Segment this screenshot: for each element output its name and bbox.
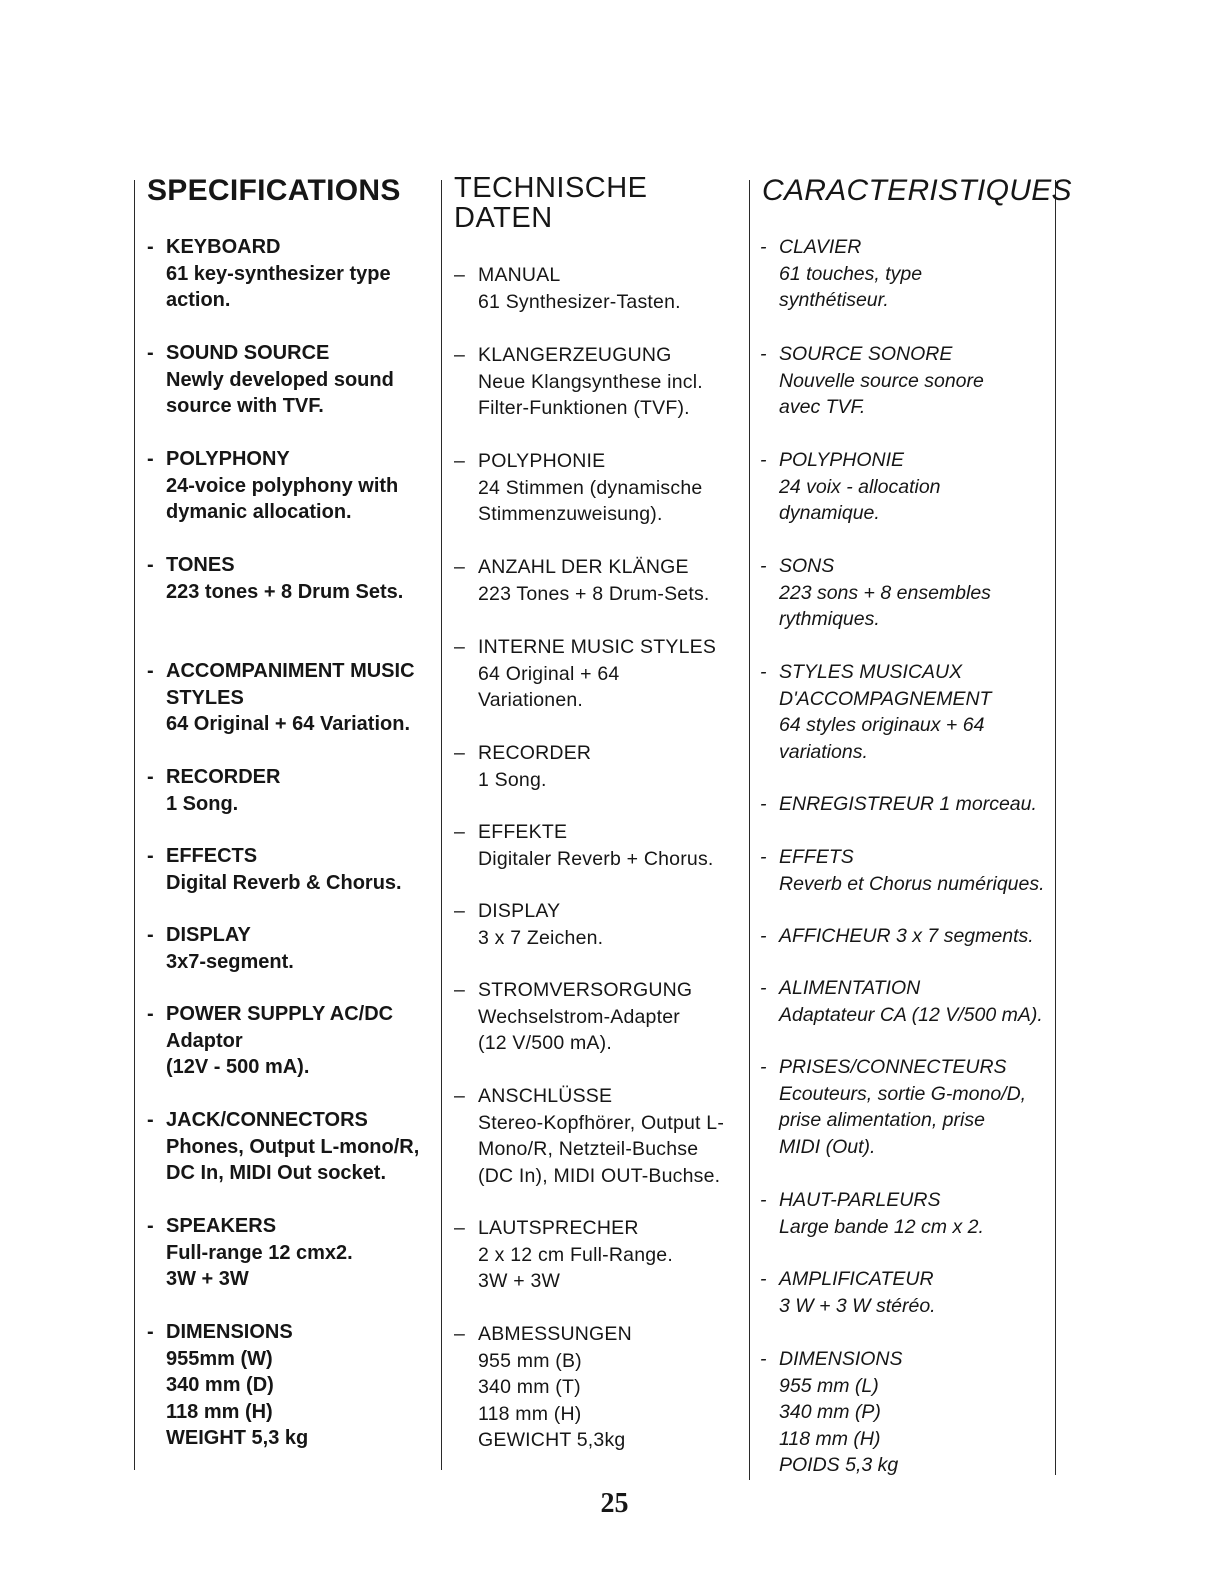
- spec-label: TONES: [166, 554, 235, 576]
- spec-item: [454, 554, 710, 607]
- spec-value: D'ACCOMPAGNEMENT: [779, 687, 992, 710]
- spec-item: [760, 791, 1037, 818]
- spec-item: [760, 844, 1045, 897]
- spec-item: [454, 1321, 632, 1454]
- spec-item: [147, 658, 415, 738]
- spec-label: AMPLIFICATEUR: [779, 1268, 934, 1290]
- spec-value: (12V - 500 mA).: [166, 1056, 310, 1078]
- bullet-dash: -: [760, 925, 767, 947]
- spec-item: [760, 1187, 984, 1240]
- spec-item: [147, 446, 398, 526]
- spec-item: [147, 234, 391, 314]
- spec-value: 1 Song.: [166, 792, 239, 815]
- spec-item: [454, 819, 714, 872]
- spec-item: [454, 342, 703, 422]
- spec-value: (DC In), MIDI OUT-Buchse.: [478, 1164, 721, 1187]
- spec-value: 3W + 3W: [166, 1268, 249, 1290]
- bullet-dash: -: [760, 793, 767, 815]
- spec-value: Large bande 12 cm x 2.: [779, 1215, 984, 1238]
- bullet-dash: -: [760, 343, 767, 365]
- page-number: 25: [600, 1488, 629, 1519]
- spec-item: [147, 1319, 308, 1452]
- spec-label: DIMENSIONS: [779, 1348, 903, 1370]
- spec-item: [454, 1215, 673, 1295]
- spec-label: ABMESSUNGEN: [478, 1323, 632, 1345]
- spec-value: 2 x 12 cm Full-Range.: [478, 1243, 673, 1266]
- spec-label: RECORDER: [166, 766, 281, 788]
- bullet-dash: -: [760, 1268, 767, 1290]
- spec-label: STYLES MUSICAUX: [779, 661, 963, 683]
- bullet-dash: -: [760, 1348, 767, 1370]
- heading-line-2: DATEN: [454, 202, 553, 234]
- spec-item: [454, 1083, 724, 1189]
- spec-value: dymanic allocation.: [166, 501, 352, 523]
- spec-item: [760, 447, 941, 527]
- bullet-dash: –: [454, 264, 466, 286]
- spec-value: Nouvelle source sonore: [779, 369, 984, 392]
- spec-value: (12 V/500 mA).: [478, 1032, 612, 1054]
- spec-value: 3 W + 3 W stéréo.: [779, 1294, 936, 1317]
- bullet-dash: –: [454, 344, 466, 366]
- spec-label: DISPLAY: [166, 924, 251, 946]
- bullet-dash: –: [454, 450, 466, 472]
- spec-value: 3 x 7 Zeichen.: [478, 926, 604, 949]
- spec-item: [454, 262, 681, 315]
- spec-value: Filter-Funktionen (TVF).: [478, 397, 690, 419]
- bullet-dash: –: [454, 742, 466, 764]
- spec-label: KLANGERZEUGUNG: [478, 344, 672, 366]
- spec-item: [147, 1001, 393, 1081]
- spec-value: 61 key-synthesizer type: [166, 262, 391, 285]
- spec-item: [760, 1054, 1026, 1160]
- spec-label: ANZAHL DER KLÄNGE: [478, 556, 689, 578]
- column-rule-left: [134, 180, 135, 1470]
- spec-value: 118 mm (H): [166, 1400, 273, 1423]
- spec-value: 955mm (W): [166, 1347, 273, 1370]
- bullet-dash: -: [760, 555, 767, 577]
- bullet-dash: –: [454, 1217, 466, 1239]
- spec-label: CLAVIER: [779, 236, 862, 258]
- bullet-dash: -: [147, 342, 154, 364]
- bullet-dash: –: [454, 1085, 466, 1107]
- bullet-dash: –: [454, 1323, 466, 1345]
- spec-label: ANSCHLÜSSE: [478, 1085, 613, 1107]
- spec-value: 223 tones + 8 Drum Sets.: [166, 580, 404, 603]
- spec-value: 118 mm (H): [779, 1427, 881, 1450]
- spec-value: 24 Stimmen (dynamische: [478, 476, 703, 499]
- spec-value: Neue Klangsynthese incl.: [478, 370, 703, 393]
- spec-item: [454, 448, 702, 528]
- spec-item: [760, 1346, 903, 1479]
- spec-value: Phones, Output L-mono/R,: [166, 1135, 420, 1158]
- spec-item: [147, 340, 394, 420]
- spec-item: [147, 552, 403, 605]
- spec-label: INTERNE MUSIC STYLES: [478, 636, 717, 658]
- spec-item: [147, 764, 280, 817]
- spec-value: DC In, MIDI Out socket.: [166, 1162, 387, 1184]
- spec-value: 3W + 3W: [478, 1270, 561, 1292]
- specifications-heading: SPECIFICATIONS: [147, 174, 401, 207]
- spec-value: variations.: [779, 740, 868, 763]
- spec-label: EFFECTS: [166, 845, 258, 867]
- column-rule-3: [749, 180, 750, 1480]
- spec-value: 340 mm (D): [166, 1374, 274, 1396]
- spec-label: SONS: [779, 555, 835, 577]
- bullet-dash: -: [147, 1109, 154, 1131]
- bullet-dash: -: [760, 846, 767, 868]
- spec-value: 955 mm (L): [779, 1374, 879, 1397]
- spec-value: Wechselstrom-Adapter: [478, 1005, 680, 1028]
- spec-value: 61 Synthesizer-Tasten.: [478, 290, 681, 313]
- bullet-dash: -: [147, 1215, 154, 1237]
- spec-label: HAUT-PARLEURS: [779, 1189, 941, 1211]
- spec-label: POLYPHONIE: [478, 450, 606, 472]
- column-rule-2: [441, 180, 442, 1470]
- spec-item: [147, 1107, 419, 1187]
- spec-item: [454, 898, 603, 951]
- spec-label: KEYBOARD: [166, 236, 281, 258]
- spec-item: [147, 1213, 353, 1293]
- spec-value: Newly developed sound: [166, 368, 394, 391]
- spec-value: 223 sons + 8 ensembles: [779, 581, 991, 604]
- spec-value: 64 Original + 64: [478, 662, 620, 685]
- spec-value: action.: [166, 289, 231, 311]
- bullet-dash: -: [760, 1189, 767, 1211]
- spec-label: AFFICHEUR 3 x 7 segments.: [779, 925, 1034, 947]
- spec-value: Ecouteurs, sortie G-mono/D,: [779, 1082, 1027, 1105]
- bullet-dash: -: [147, 1321, 154, 1343]
- spec-value: Adaptateur CA (12 V/500 mA).: [779, 1003, 1043, 1026]
- spec-item: [760, 341, 984, 421]
- bullet-dash: –: [454, 556, 466, 578]
- spec-value: MIDI (Out).: [779, 1135, 876, 1158]
- spec-value: 955 mm (B): [478, 1349, 582, 1372]
- column-rule-right: [1055, 180, 1056, 1475]
- spec-value: 340 mm (P): [779, 1401, 881, 1423]
- spec-item: [147, 843, 402, 896]
- spec-value: prise alimentation, prise: [779, 1109, 985, 1131]
- spec-label: ALIMENTATION: [779, 977, 921, 999]
- spec-item: [760, 659, 991, 765]
- bullet-dash: -: [760, 449, 767, 471]
- bullet-dash: -: [147, 448, 154, 470]
- bullet-dash: -: [147, 236, 154, 258]
- spec-value: rythmiques.: [779, 608, 880, 630]
- bullet-dash: -: [147, 1003, 154, 1025]
- technische-daten-heading: [454, 173, 648, 233]
- bullet-dash: -: [760, 977, 767, 999]
- spec-label: SOUND SOURCE: [166, 342, 330, 364]
- spec-item: [760, 923, 1034, 950]
- spec-label: SOURCE SONORE: [779, 343, 953, 365]
- spec-label: EFFEKTE: [478, 821, 568, 843]
- bullet-dash: -: [760, 236, 767, 258]
- spec-label: POLYPHONY: [166, 448, 290, 470]
- spec-value: Digitaler Reverb + Chorus.: [478, 847, 714, 870]
- spec-value: 223 Tones + 8 Drum-Sets.: [478, 582, 710, 605]
- spec-item: [760, 234, 922, 314]
- spec-value: 64 styles originaux + 64: [779, 714, 985, 736]
- spec-value: 64 Original + 64 Variation.: [166, 713, 410, 735]
- spec-value: source with TVF.: [166, 395, 324, 417]
- bullet-dash: –: [454, 900, 466, 922]
- bullet-dash: -: [760, 1056, 767, 1078]
- spec-value: 24 voix - allocation: [779, 475, 941, 498]
- bullet-dash: -: [147, 766, 154, 788]
- spec-label: PRISES/CONNECTEURS: [779, 1056, 1007, 1078]
- spec-label: DIMENSIONS: [166, 1321, 293, 1343]
- spec-label: ENREGISTREUR 1 morceau.: [779, 793, 1037, 815]
- spec-item: [760, 1266, 936, 1319]
- bullet-dash: –: [454, 821, 466, 843]
- spec-value: 340 mm (T): [478, 1376, 581, 1398]
- spec-item: [147, 922, 294, 975]
- spec-value: Mono/R, Netzteil-Buchse: [478, 1138, 699, 1160]
- spec-value: 61 touches, type: [779, 262, 923, 285]
- spec-label: JACK/CONNECTORS: [166, 1109, 368, 1131]
- spec-label: MANUAL: [478, 264, 561, 286]
- spec-value: 118 mm (H): [478, 1402, 582, 1425]
- spec-label: RECORDER: [478, 742, 592, 764]
- bullet-dash: -: [147, 554, 154, 576]
- spec-value: avec TVF.: [779, 396, 866, 418]
- spec-item: [760, 553, 991, 633]
- spec-label: POWER SUPPLY AC/DC: [166, 1003, 394, 1025]
- spec-value: synthétiseur.: [779, 289, 889, 311]
- spec-value: Variationen.: [478, 689, 584, 711]
- spec-label: POLYPHONIE: [779, 449, 904, 471]
- spec-value: Full-range 12 cmx2.: [166, 1241, 353, 1264]
- spec-item: [454, 634, 716, 714]
- bullet-dash: -: [147, 845, 154, 867]
- spec-value: 3x7-segment.: [166, 950, 294, 973]
- spec-value: POIDS 5,3 kg: [779, 1454, 899, 1476]
- bullet-dash: -: [147, 924, 154, 946]
- spec-value: dynamique.: [779, 502, 880, 524]
- bullet-dash: –: [454, 979, 466, 1001]
- spec-value: 1 Song.: [478, 768, 547, 791]
- spec-value: WEIGHT 5,3 kg: [166, 1427, 309, 1449]
- bullet-dash: -: [147, 660, 154, 682]
- spec-label: DISPLAY: [478, 900, 561, 922]
- spec-item: [760, 975, 1043, 1028]
- caracteristiques-heading: CARACTERISTIQUES: [762, 174, 1072, 207]
- spec-value: Reverb et Chorus numériques.: [779, 872, 1045, 895]
- spec-item: [454, 740, 591, 793]
- spec-label: STROMVERSORGUNG: [478, 979, 693, 1001]
- spec-item: [454, 977, 692, 1057]
- spec-label: ACCOMPANIMENT MUSIC: [166, 660, 415, 682]
- spec-value: Digital Reverb & Chorus.: [166, 871, 402, 894]
- spec-value: Adaptor: [166, 1029, 243, 1052]
- spec-value: Stimmenzuweisung).: [478, 503, 663, 525]
- heading-line-1: TECHNISCHE: [454, 172, 648, 204]
- spec-label: LAUTSPRECHER: [478, 1217, 639, 1239]
- spec-value: Stereo-Kopfhörer, Output L-: [478, 1111, 725, 1134]
- bullet-dash: -: [760, 661, 767, 683]
- spec-label: SPEAKERS: [166, 1215, 277, 1237]
- spec-value: 24-voice polyphony with: [166, 474, 399, 497]
- bullet-dash: –: [454, 636, 466, 658]
- spec-label: EFFETS: [779, 846, 854, 868]
- spec-value: STYLES: [166, 686, 244, 709]
- spec-value: GEWICHT 5,3kg: [478, 1429, 626, 1451]
